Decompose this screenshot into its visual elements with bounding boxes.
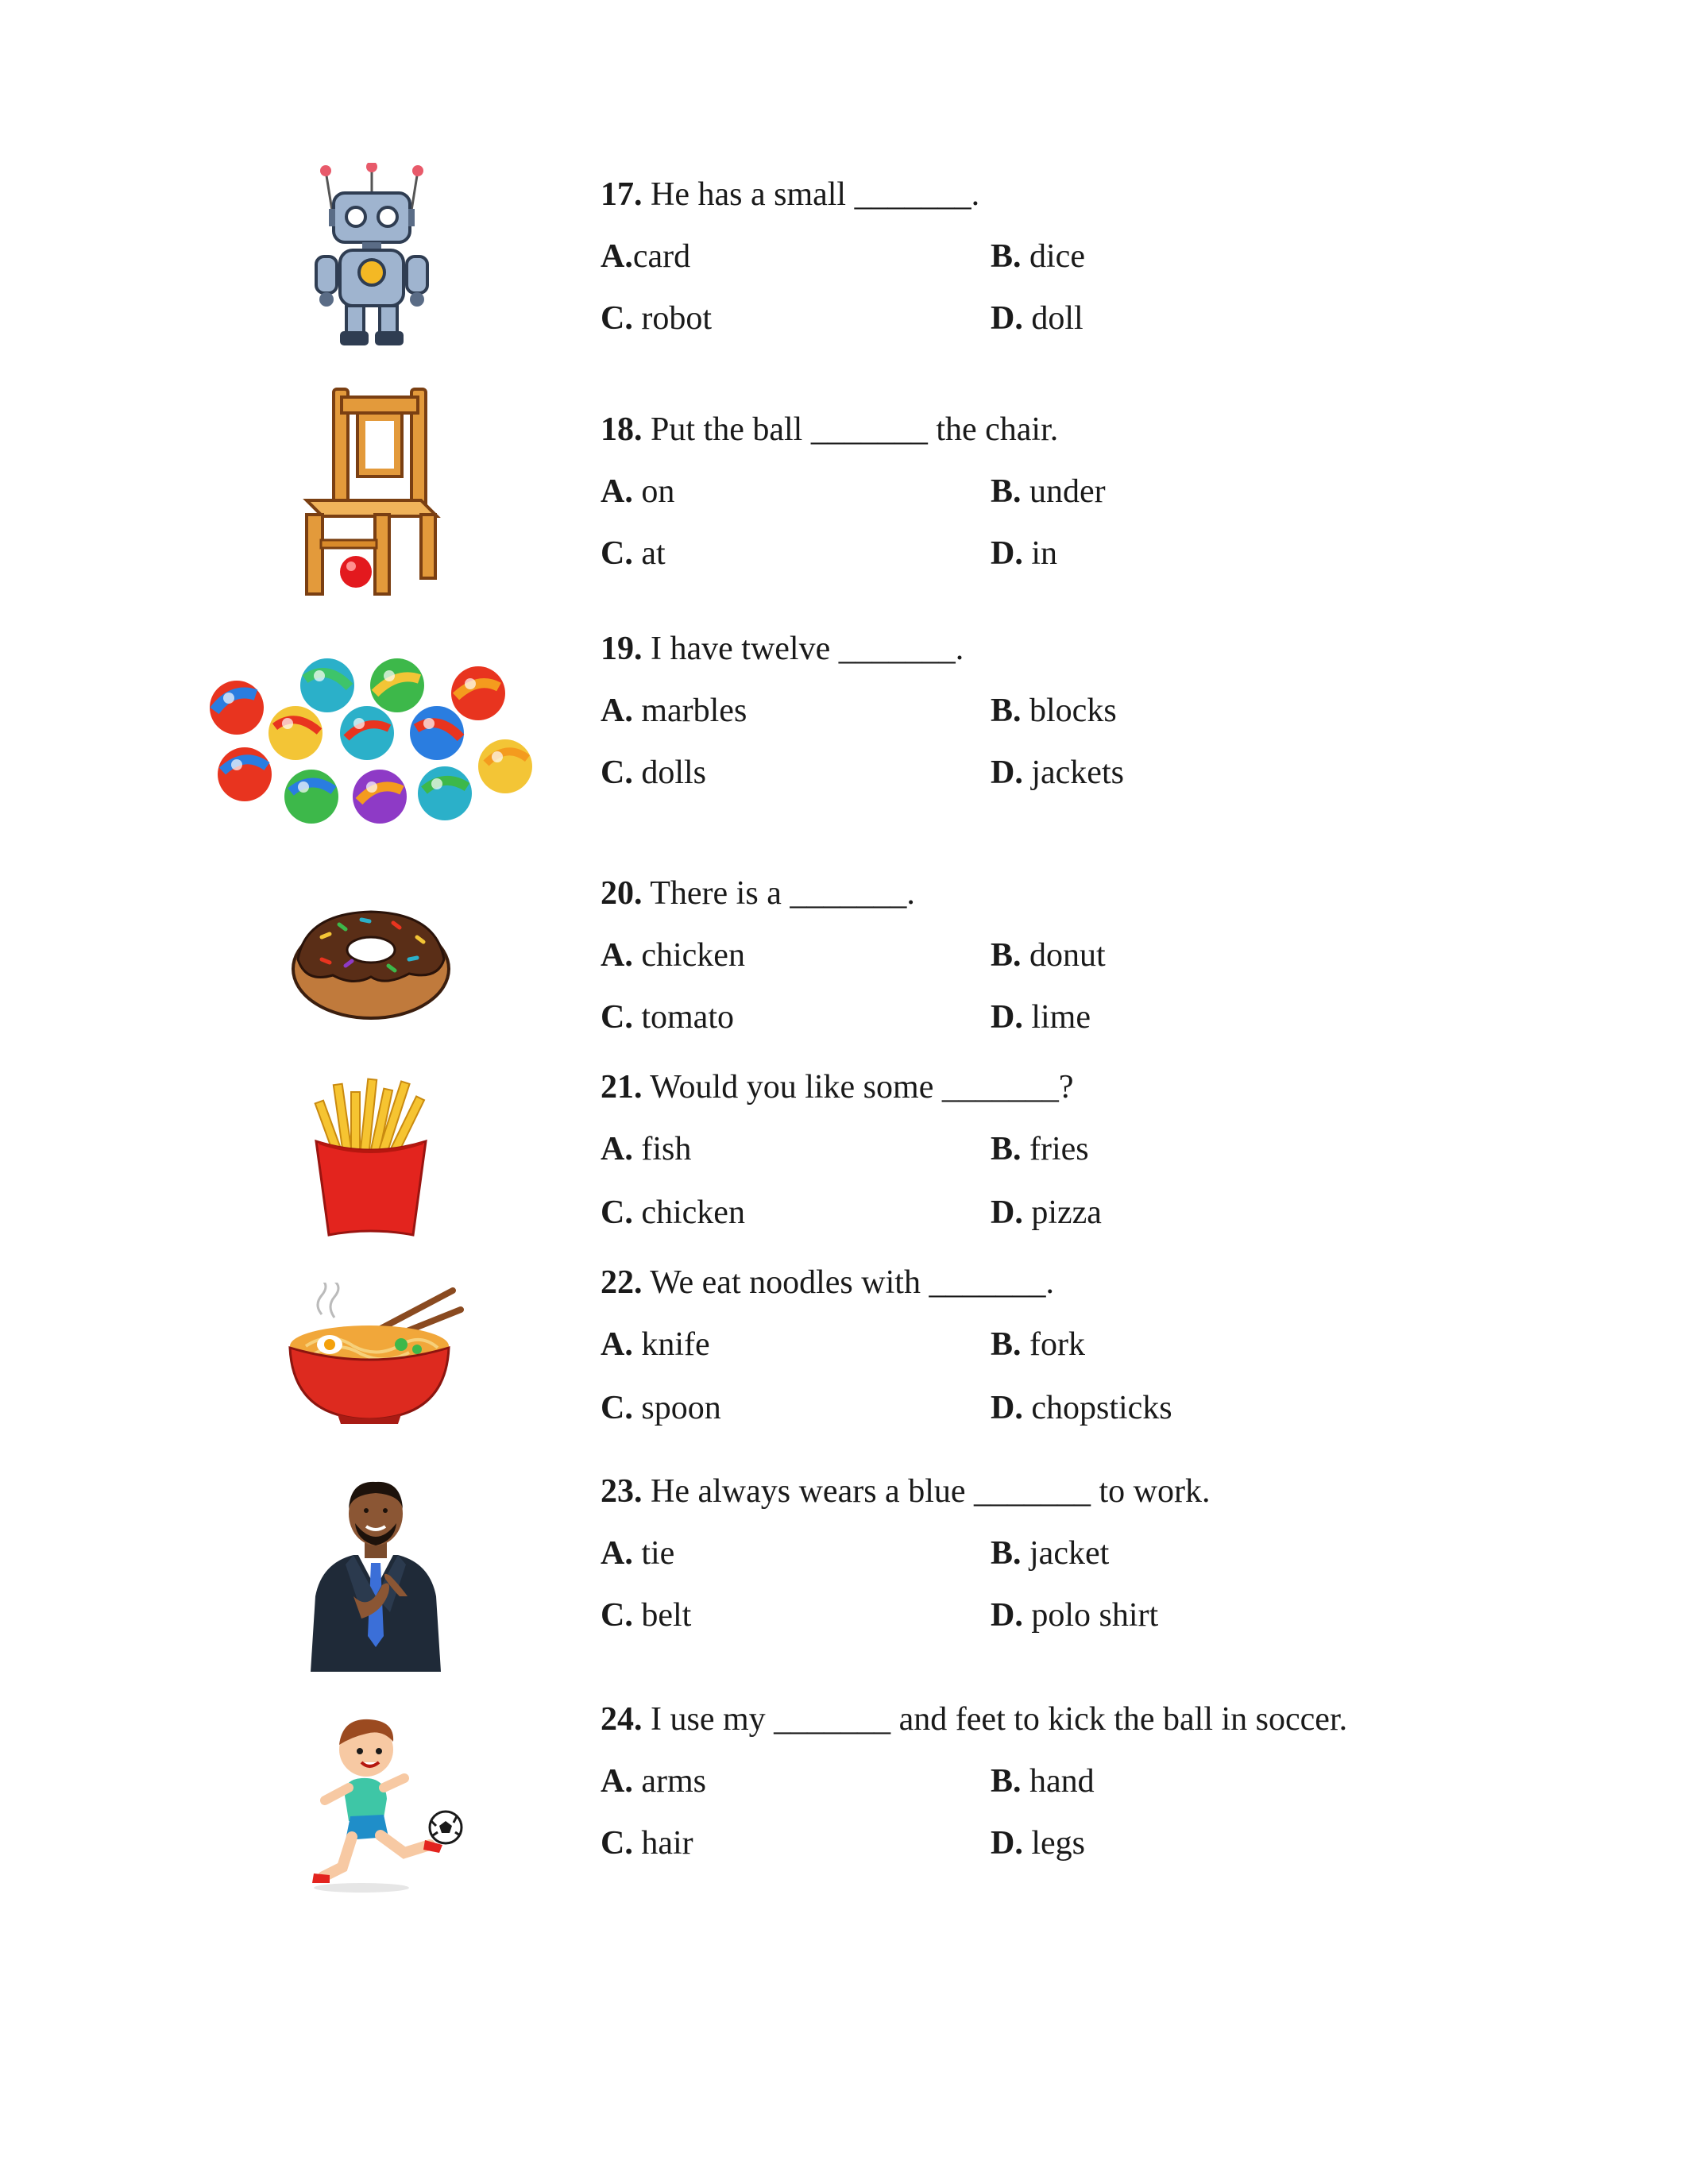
option-letter: B.	[991, 693, 1022, 729]
option-a[interactable]	[601, 1534, 674, 1573]
option-b[interactable]	[991, 1761, 1095, 1801]
option-letter: A.	[601, 1131, 633, 1167]
option-c[interactable]	[601, 299, 712, 338]
question-stem	[601, 629, 964, 669]
stem-text-before: Put the ball	[651, 411, 803, 448]
option-b[interactable]	[991, 1325, 1085, 1364]
option-b[interactable]	[991, 691, 1117, 731]
option-text: lime	[1031, 999, 1091, 1036]
option-d[interactable]	[991, 753, 1124, 793]
option-text: tomato	[641, 999, 734, 1036]
option-letter: D.	[991, 300, 1023, 337]
option-d[interactable]	[991, 534, 1057, 573]
option-a[interactable]	[601, 472, 674, 511]
fries-image	[311, 1076, 431, 1239]
option-d[interactable]	[991, 1388, 1172, 1428]
option-letter: C.	[601, 300, 633, 337]
option-letter: A.	[601, 473, 633, 510]
option-text: at	[641, 535, 666, 572]
stem-text-after: the chair.	[936, 411, 1059, 448]
question-number: 19.	[601, 631, 643, 667]
option-letter: B.	[991, 1131, 1022, 1167]
question-stem	[601, 1067, 1074, 1107]
option-text: dolls	[641, 754, 707, 791]
option-text: robot	[641, 300, 712, 337]
option-letter: D.	[991, 999, 1023, 1036]
option-letter: B.	[991, 473, 1022, 510]
option-letter: B.	[991, 238, 1022, 275]
donut-image	[290, 897, 453, 1024]
option-text: chopsticks	[1031, 1390, 1172, 1426]
businessman-image	[306, 1477, 445, 1672]
option-c[interactable]	[601, 997, 734, 1037]
option-text: doll	[1031, 300, 1083, 337]
option-text: card	[632, 238, 691, 275]
option-text: belt	[641, 1597, 692, 1634]
option-letter: D.	[991, 1390, 1023, 1426]
option-letter: D.	[991, 1194, 1023, 1231]
option-d[interactable]	[991, 997, 1091, 1037]
option-a[interactable]	[601, 1761, 706, 1801]
question-stem	[601, 1263, 1054, 1302]
option-letter: D.	[991, 1825, 1023, 1862]
answer-blank: _______	[838, 631, 956, 667]
option-c[interactable]	[601, 1596, 691, 1635]
option-text: jacket	[1029, 1535, 1110, 1572]
option-letter: B.	[991, 1326, 1022, 1363]
option-text: tie	[641, 1535, 675, 1572]
option-text: fish	[641, 1131, 692, 1167]
option-c[interactable]	[601, 753, 706, 793]
question-number: 17.	[601, 176, 643, 213]
option-letter: D.	[991, 1597, 1023, 1634]
stem-text-after: and feet to kick the ball in soccer.	[898, 1701, 1348, 1738]
option-text: polo shirt	[1031, 1597, 1159, 1634]
option-a[interactable]	[601, 237, 690, 276]
option-d[interactable]	[991, 1823, 1085, 1863]
question-stem	[601, 874, 915, 913]
option-letter: B.	[991, 1763, 1022, 1800]
answer-blank: _______	[774, 1701, 891, 1738]
option-text: arms	[641, 1763, 706, 1800]
option-letter: C.	[601, 999, 633, 1036]
option-text: on	[641, 473, 675, 510]
option-letter: A.	[601, 693, 633, 729]
option-text: blocks	[1029, 693, 1117, 729]
answer-blank: _______	[810, 411, 928, 448]
stem-text-after: .	[906, 875, 915, 912]
option-letter: A.	[601, 937, 633, 974]
stem-text-before: There is a	[650, 875, 782, 912]
answer-blank: _______	[974, 1473, 1091, 1510]
option-text: spoon	[641, 1390, 721, 1426]
stem-text-before: We eat noodles with	[650, 1264, 921, 1301]
option-b[interactable]	[991, 1129, 1089, 1169]
marbles-image	[208, 655, 534, 830]
option-b[interactable]	[991, 237, 1085, 276]
option-a[interactable]	[601, 936, 745, 975]
option-letter: C.	[601, 1825, 633, 1862]
option-b[interactable]	[991, 1534, 1109, 1573]
option-letter: D.	[991, 535, 1023, 572]
option-d[interactable]	[991, 299, 1083, 338]
option-text: hand	[1029, 1763, 1095, 1800]
stem-text-after: ?	[1058, 1069, 1074, 1106]
question-number: 24.	[601, 1701, 643, 1738]
option-letter: C.	[601, 754, 633, 791]
question-number: 22.	[601, 1264, 643, 1301]
option-letter: A.	[601, 1326, 633, 1363]
option-text: jackets	[1031, 754, 1124, 791]
option-text: donut	[1029, 937, 1106, 974]
option-text: marbles	[641, 693, 747, 729]
option-letter: B.	[991, 1535, 1022, 1572]
option-text: under	[1029, 473, 1106, 510]
option-letter: A.	[601, 1763, 633, 1800]
option-letter: A.	[601, 238, 633, 275]
stem-text-before: He has a small	[651, 176, 847, 213]
option-b[interactable]	[991, 472, 1106, 511]
option-text: in	[1031, 535, 1058, 572]
option-text: chicken	[641, 937, 745, 974]
option-text: chicken	[641, 1194, 745, 1231]
option-c[interactable]	[601, 1823, 693, 1863]
question-number: 18.	[601, 411, 643, 448]
answer-blank: _______	[941, 1069, 1059, 1106]
noodle-bowl-image	[282, 1283, 465, 1426]
option-d[interactable]	[991, 1596, 1158, 1635]
option-letter: C.	[601, 535, 633, 572]
stem-text-after: to work.	[1099, 1473, 1211, 1510]
option-letter: C.	[601, 1194, 633, 1231]
question-number: 23.	[601, 1473, 643, 1510]
question-number: 20.	[601, 875, 643, 912]
stem-text-before: Would you like some	[650, 1069, 934, 1106]
answer-blank: _______	[929, 1264, 1046, 1301]
option-text: fork	[1029, 1326, 1085, 1363]
stem-text-after: .	[955, 631, 964, 667]
option-b[interactable]	[991, 936, 1106, 975]
option-text: dice	[1029, 238, 1085, 275]
stem-text-before: He always wears a blue	[651, 1473, 966, 1510]
option-a[interactable]	[601, 1129, 691, 1169]
option-c[interactable]	[601, 1193, 745, 1233]
option-text: fries	[1029, 1131, 1089, 1167]
option-letter: C.	[601, 1390, 633, 1426]
answer-blank: _______	[854, 176, 971, 213]
question-stem	[601, 1700, 1347, 1739]
stem-text-after: .	[1045, 1264, 1054, 1301]
question-number: 21.	[601, 1069, 643, 1106]
boy-kicking-ball-image	[306, 1711, 465, 1894]
option-a[interactable]	[601, 691, 747, 731]
option-c[interactable]	[601, 1388, 721, 1428]
option-text: pizza	[1031, 1194, 1102, 1231]
option-letter: B.	[991, 937, 1022, 974]
robot-toy-image	[308, 163, 435, 353]
option-c[interactable]	[601, 534, 666, 573]
answer-blank: _______	[790, 875, 907, 912]
option-text: legs	[1031, 1825, 1085, 1862]
option-text: hair	[641, 1825, 693, 1862]
question-stem	[601, 1472, 1211, 1511]
option-a[interactable]	[601, 1325, 710, 1364]
question-stem	[601, 175, 979, 214]
question-stem	[601, 410, 1058, 450]
option-text: knife	[641, 1326, 710, 1363]
option-d[interactable]	[991, 1193, 1102, 1233]
option-letter: D.	[991, 754, 1023, 791]
option-letter: C.	[601, 1597, 633, 1634]
stem-text-before: I use my	[651, 1701, 766, 1738]
stem-text-after: .	[971, 176, 980, 213]
chair-with-ball-image	[302, 381, 445, 600]
option-letter: A.	[601, 1535, 633, 1572]
stem-text-before: I have twelve	[651, 631, 831, 667]
